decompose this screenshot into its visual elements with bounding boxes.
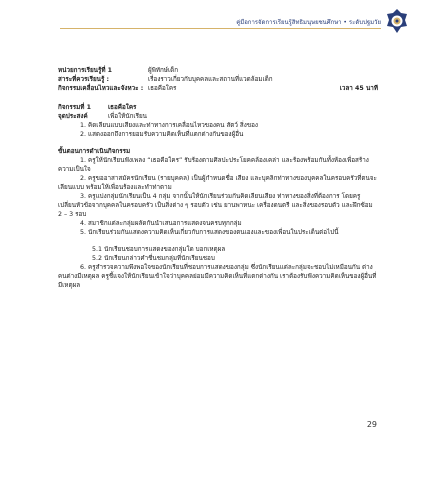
activity-number: กิจกรรมที่ 1	[58, 104, 91, 111]
procedure-step: 6. ครูสำรวจความพึงพอใจของนักเรียนที่ชอบการแสดงของกลุ่ม ซึ่งนักเรียนแต่ละกลุ่มจะชอบไม่เหมือนกัน ต่างคนต่างมีเหตุผล ครูชี้แจงให้นักเรียนเข้าใจว่าบุคคลย่อมมีความคิดเห็นที่แตกต่างกัน เราต้องรับฟังความคิดเห็นของผู้อื่นที่มีเหตุผล	[58, 264, 377, 289]
procedure-heading: ขั้นตอนการดำเนินกิจกรรม	[58, 148, 131, 155]
unit-label: หน่วยการเรียนรู้ที่ 1	[58, 67, 113, 74]
header-title: คู่มือการจัดการเรียนรู้สิทธิมนุษยชนศึกษา • ระดับปฐมวัย	[236, 19, 381, 26]
activity-type-row	[58, 84, 378, 93]
procedure-step: 2. ครูขออาสาสมัครนักเรียน (รายบุคคล) เป็นผู้กำหนดชื่อ เสียง และบุคลิกท่าทางของบุคคลในครอบครัวที่ตนจะเลียนแบบ พร้อมให้เพื่อนร้องและทำท่าตาม	[58, 175, 377, 191]
seal-logo-icon	[385, 8, 409, 34]
procedure-step: 5. นักเรียนร่วมกันแสดงความคิดเห็นเกี่ยวกับการแสดงของตนเองและของเพื่อนในประเด็นต่อไปนี้	[80, 229, 339, 236]
procedure-step: 1. ครูให้นักเรียนฟังเพลง “เธอคือใคร” รับร้องตามศิลปะประโยคคล้องเคล่า และร้องพร้อมกันทั้งห้องเพื่อสร้างความเป็นใจ	[58, 157, 369, 173]
activity-title-row	[58, 103, 378, 112]
concept-label: สาระที่ควรเรียนรู้ :	[58, 76, 110, 83]
activity-title: เธอคือใคร	[108, 104, 137, 111]
header-rule	[60, 28, 381, 29]
duration: เวลา 45 นาที	[339, 85, 378, 92]
unit-row	[58, 66, 378, 75]
unit-value: ผู้พิทักษ์เด็ก	[148, 67, 179, 74]
activity-type-value: เธอคือใคร	[148, 85, 177, 92]
objective-row	[58, 112, 378, 121]
objective-value: เพื่อให้นักเรียน	[108, 113, 147, 120]
objective-item: 2. แสดงออกถึงการยอมรับความคิดเห็นที่แตกต่างกันของผู้อื่น	[80, 131, 244, 138]
concept-value: เรื่องราวเกี่ยวกับบุคคลและสถานที่แวดล้อมเด็ก	[148, 76, 273, 83]
procedure-sub-step: 5.2 นักเรียนกล่าวคำชื่นชมกลุ่มที่นักเรียนชอบ	[92, 255, 215, 262]
procedure-step: 4. สมาชิกแต่ละกลุ่มผลัดกันนำเสนอการแสดงจนครบทุกกลุ่ม	[80, 220, 242, 227]
procedure-step: 3. ครูแบ่งกลุ่มนักเรียนเป็น 4 กลุ่ม จากนั้นให้นักเรียนร่วมกันคิดเลียนเสียง ท่าทางของสิ่งที่ต้องการ โดยครูเปลี่ยนหัวข้อจากบุคคลในครอบครัว เป็นสิ่งต่าง ๆ รอบตัว เช่น ยานพาหนะ เครื่องดนตรี และสิ่งของรอบตัว และฝึกซ้อม 2 – 3 รอบ	[58, 193, 373, 218]
activity-type-label: กิจกรรมเคลื่อนไหวและจังหวะ :	[58, 85, 144, 92]
procedure-sub-step: 5.1 นักเรียนชอบการแสดงของกลุ่มใด บอกเหตุผล	[92, 246, 226, 253]
document-body	[58, 66, 378, 290]
objective-item: 1. คิดเลียนแบบเสียงและท่าทางการเคลื่อนไหวของคน สัตว์ สิ่งของ	[80, 122, 258, 129]
concept-row	[58, 75, 378, 84]
page-number: 29	[366, 420, 377, 429]
objective-label: จุดประสงค์	[58, 113, 88, 120]
